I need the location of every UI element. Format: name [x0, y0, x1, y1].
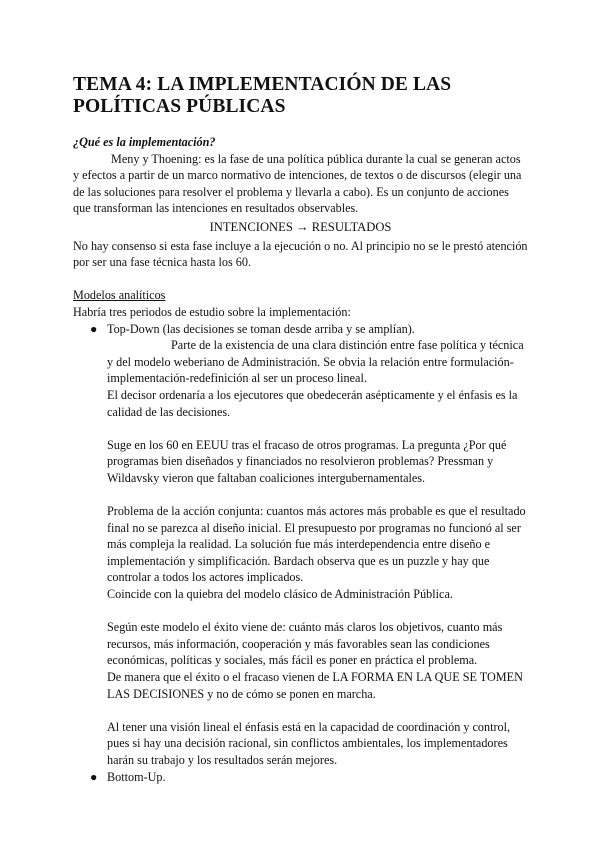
topdown-paragraph-7: De manera que el éxito o el fracaso vienen de LA FORMA EN LA QUE SE TOMEN LAS DECISIONES y no de cómo se ponen en marcha. — [107, 670, 523, 701]
topdown-paragraph-6: Según este modelo el éxito viene de: cuánto más claros los objetivos, cuanto más recursos, más información, cooperación y más favorables sean las condiciones económicas, políticas y sociales, más fácil es poner en práctica el problema. — [107, 620, 503, 668]
bottomup-label: Bottom-Up. — [107, 769, 166, 784]
topdown-content — [73, 337, 528, 768]
title-line-1: TEMA 4: LA IMPLEMENTACIÓN DE LAS — [73, 74, 452, 95]
topdown-paragraph-4: Problema de la acción conjunta: cuantos más actores más probable es que el resultado final no se parezca al diseño inicial. El presupuesto por programas no funcionó al ser más compleja la realidad. La solución fue más interdependencia entre diseño e implementación y simplificación. Bardach observa que es un puzzle y hay que controlar a todos los actores implicados. — [107, 504, 526, 585]
page-title — [73, 74, 553, 118]
topdown-paragraph-5: Coincide con la quiebra del modelo clásico de Administración Pública. — [107, 587, 453, 602]
list-item-bottomup — [73, 769, 528, 786]
definition-paragraph: Meny y Thoening: es la fase de una política pública durante la cual se generan actos y efectos a partir de un marco normativo de intenciones, de textos o de discursos (elegir una de las soluciones para resolver el problema y llevarla a cabo). Es un conjunto de acciones que transforman las intenciones en resultados observables. — [73, 151, 522, 216]
models-intro: Habría tres periodos de estudio sobre la implementación: — [73, 304, 351, 319]
document-body — [73, 134, 528, 785]
topdown-paragraph-1: Parte de la existencia de una clara distinción entre fase política y técnica y del modelo weberiano de Administración. Se obvia la relación entre formulación-implementación-redefinición al ser un proceso lineal. — [107, 338, 524, 386]
formula-line: INTENCIONES → RESULTADOS — [209, 219, 392, 234]
title-line-2: POLÍTICAS PÚBLICAS — [73, 96, 286, 117]
consensus-paragraph: No hay consenso si esta fase incluye a la ejecución o no. Al principio no se le prestó atención por ser una fase técnica hasta los 60. — [73, 238, 528, 270]
topdown-paragraph-2: El decisor ordenaría a los ejecutores que obedecerán asépticamente y el énfasis es la calidad de las decisiones. — [107, 387, 518, 419]
models-heading: Modelos analíticos — [73, 288, 166, 303]
topdown-paragraph-8: Al tener una visión lineal el énfasis está en la capacidad de coordinación y control, pues si hay una decisión racional, sin conflictos ambientales, los implementadores harán su trabajo y los resultados serán mejores. — [107, 719, 511, 767]
topdown-paragraph-3: Suge en los 60 en EEUU tras el fracaso de otros programas. La pregunta ¿Por qué programas bien diseñados y financiados no resolvieron problemas? Pressman y Wildavsky vieron que faltaban coaliciones intergubernamentales. — [107, 437, 507, 485]
bullet-icon: ● — [90, 321, 98, 336]
section-question: ¿Qué es la implementación? — [73, 135, 216, 149]
topdown-label: Top-Down (las decisiones se toman desde arriba y se amplían). — [107, 321, 415, 336]
bullet-icon: ● — [90, 769, 98, 784]
list-item-topdown — [73, 321, 528, 338]
